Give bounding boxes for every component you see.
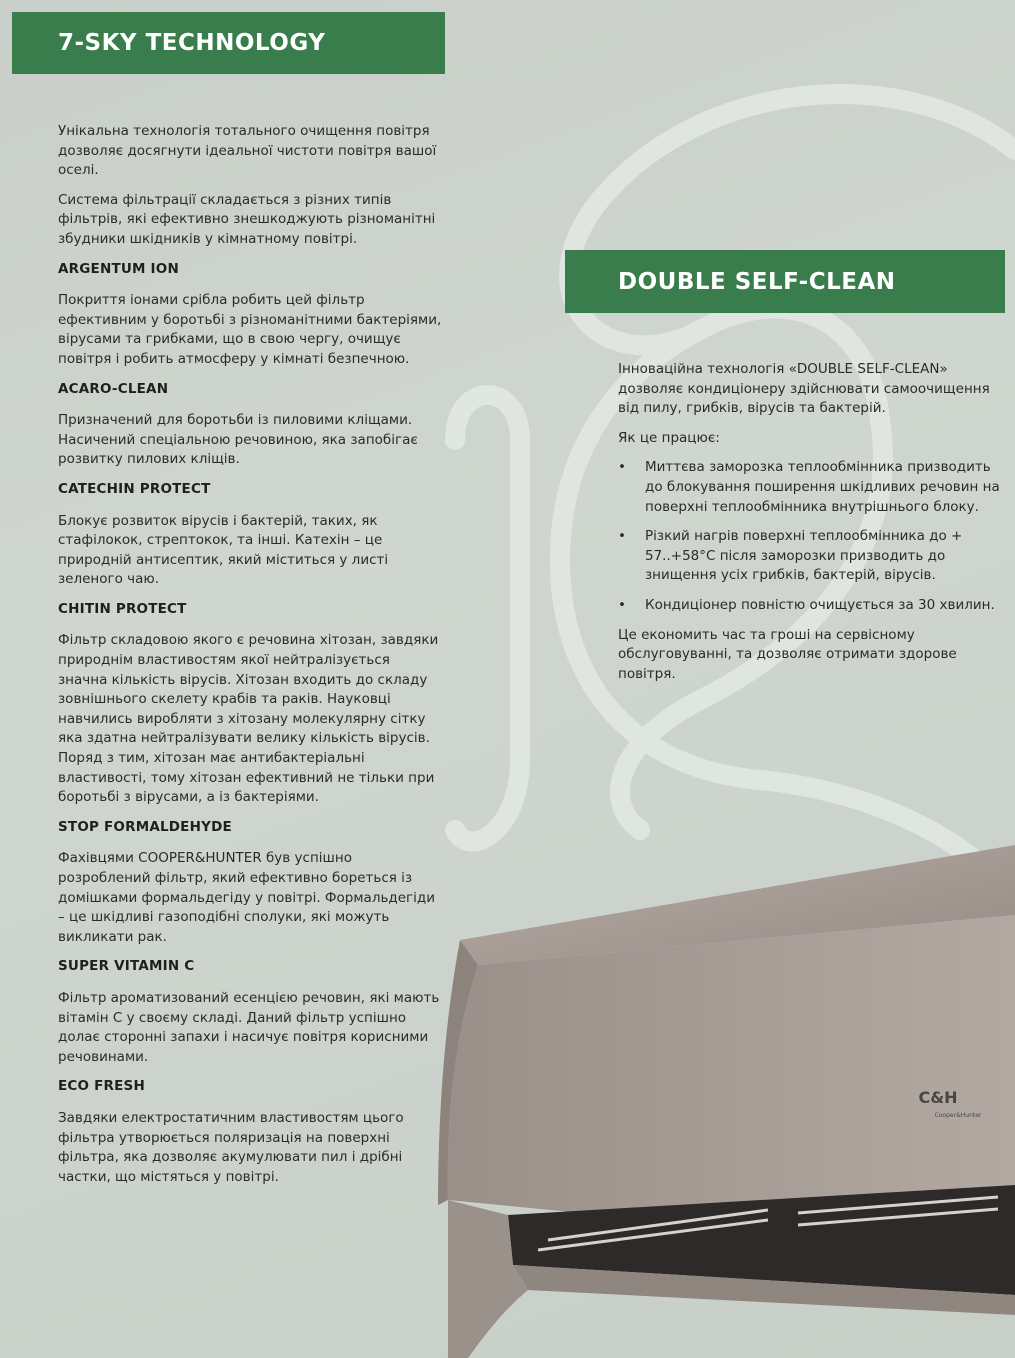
brand-logo-text: Cooper&Hunter [934, 1112, 982, 1119]
section-heading: ACARO-CLEAN [58, 380, 169, 397]
outro-paragraph: Це економить час та гроші на сервісному обслуговуванні, та дозволяє отримати здорове повітря. [618, 626, 957, 682]
how-it-works-label: Як це працює: [618, 429, 720, 446]
seven-sky-banner [12, 12, 445, 74]
bullet-icon: • [618, 596, 626, 613]
double-self-clean-column [618, 360, 1002, 694]
section-heading: CATECHIN PROTECT [58, 480, 211, 497]
intro-paragraph: Унікальна технологія тотального очищення повітря дозволяє досягнути ідеальної чистоти повітря вашої оселі. [58, 123, 437, 179]
list-item-text: Кондиціонер повністю очищується за 30 хвилин. [645, 596, 995, 613]
section-text: Фахівцями COOPER&HUNTER був успішно розроблений фільтр, який ефективно бореться із домішками формальдегіду у повітрі. Формальдегіди – це шкідливі газоподібні сполуки, які можуть викликати рак. [58, 850, 435, 945]
feature-list [618, 458, 1002, 615]
section-heading: ECO FRESH [58, 1078, 145, 1095]
double-self-clean-title: DOUBLE SELF-CLEAN [618, 268, 896, 295]
air-conditioner-image [438, 845, 1015, 1358]
list-item [618, 596, 1002, 616]
brand-logo-mark: C&H [918, 1088, 958, 1107]
section-text: Призначений для боротьби із пиловими кліщами. Насичений спеціальною речовиною, яка запобігає розвитку пилових кліщів. [58, 412, 418, 468]
section-heading: ARGENTUM ION [58, 260, 179, 277]
section-heading: SUPER VITAMIN C [58, 958, 195, 975]
bullet-icon: • [618, 459, 626, 476]
bullet-icon: • [618, 528, 626, 545]
section-text: Блокує розвиток вірусів і бактерій, таких, як стафілокок, стрептокок, та інші. Катехін – це природній антисептик, який міститься у листі зеленого чаю. [58, 512, 389, 588]
list-item-text: Різкий нагрів поверхні теплообмінника до + 57..+58°C після заморозки призводить до знищення усіх грибків, бактерій, вірусів. [645, 528, 963, 584]
section-text: Фільтр ароматизований есенцією речовин, які мають вітамін С у своєму складі. Даний фільтр успішно долає сторонні запахи і насичує повітря корисними речовинами. [58, 989, 440, 1065]
seven-sky-column [58, 122, 442, 1197]
double-self-clean-banner [565, 250, 1005, 313]
section-text: Покриття іонами срібла робить цей фільтр ефективним у боротьбі з різноманітними бактеріями, вірусами та грибками, що в свою чергу, очищує повітря і робить атмосферу у кімнаті безпечною. [58, 292, 442, 367]
list-item-text: Миттєва заморозка теплообмінника призводить до блокування поширення шкідливих речовин на поверхні теплообмінника внутрішнього блоку. [645, 459, 1000, 515]
section-heading: CHITIN PROTECT [58, 600, 187, 617]
section-heading: STOP FORMALDEHYDE [58, 818, 232, 835]
list-item [618, 458, 1002, 517]
intro-paragraph: Інноваційна технологія «DOUBLE SELF-CLEAN» дозволяє кондиціонеру здійснювати самоочищення від пилу, грибків, вірусів та бактерій. [618, 361, 990, 417]
seven-sky-title: 7-SKY TECHNOLOGY [58, 30, 326, 56]
list-item [618, 527, 1002, 586]
section-text: Фільтр складовою якого є речовина хітозан, завдяки природнім властивостям якої нейтралізується значна кількість вірусів. Хітозан входить до складу зовнішнього скелету крабів та раків. Науковці навчились виробляти з хітозану молекулярну сітку яка здатна нейтралізувати велику кількість вірусів. Поряд з тим, хітозан має антибактеріальні властивості, тому хітозан ефективний не тільки при боротьбі з вірусами, а із бактеріями. [58, 632, 439, 806]
intro-paragraph: Система фільтрації складається з різних типів фільтрів, які ефективно знешкоджують різноманітні збудники шкідників у кімнатному повітрі. [58, 191, 436, 247]
section-text: Завдяки електростатичним властивостям цього фільтра утворюється поляризація на поверхні фільтра, яка дозволяє акумулювати пил і дрібні частки, що містяться у повітрі. [58, 1109, 404, 1185]
